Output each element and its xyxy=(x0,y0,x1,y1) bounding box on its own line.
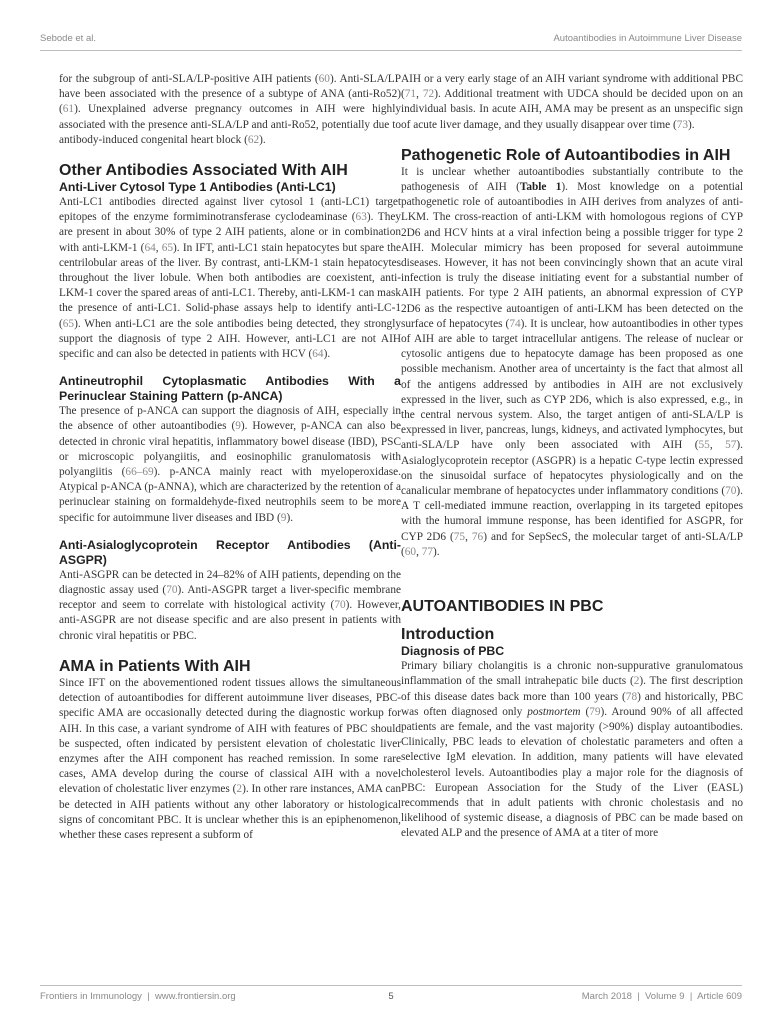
paragraph-anti-lc1: Anti-LC1 antibodies directed against liver cytosol 1 (anti-LC1) target epitopes of the enzyme formiminotransferase cyclodeaminase (63). They are present in about 30% of type 2 AIH patients, alone or in combination with anti-LKM-1 (64, 65). In IFT, anti-LC1 stain hepatocytes but spare the centrilobular areas of the liver. By contrast, anti-LKM-1 stain hepatocytes throughout the liver lobule. When both antibodies are coexistent, anti-LKM-1 cover the spared areas of anti-LC1. Thereby, anti-LKM-1 can mask the presence of anti-LC1. Solid-phase assays help to identify anti-LC-1 (65). When anti-LC1 are the sole antibodies being detected, they strongly support the diagnosis of type 2 AIH. However, anti-LC1 are not AIH specific and can also be detected in patients with HCV (64). xyxy=(59,196,402,361)
citation-link[interactable]: 77 xyxy=(421,545,434,558)
table-reference-link[interactable]: Table 1 xyxy=(519,181,562,194)
footer-date: March 2018 xyxy=(581,991,632,1002)
footer-journal: Frontiers in Immunology xyxy=(40,991,142,1002)
paragraph-slalp-continued: for the subgroup of anti-SLA/LP-positive AIH patients (60). Anti-SLA/LP have been associated with the presence of a subtype of ANA (anti-Ro52) (61). Unexplained adverse pregnancy outcomes in AIH were highly associated with the presence anti-SLA/LP and anti-Ro52, potentially due to antibody-induced congenital heart block (62). xyxy=(59,73,401,146)
footer-separator: | xyxy=(147,991,150,1002)
heading-pathogenetic-role: Pathogenetic Role of Autoantibodies in AIH xyxy=(401,146,731,164)
citation-link[interactable]: 55 xyxy=(698,439,710,452)
citation-link[interactable]: 63 xyxy=(355,211,367,224)
citation-link[interactable]: 60 xyxy=(404,545,417,558)
citation-link[interactable]: 79 xyxy=(589,705,601,718)
citation-link[interactable]: 70 xyxy=(166,584,178,597)
citation-link[interactable]: 76 xyxy=(471,530,484,543)
citation-link[interactable]: 2 xyxy=(633,675,640,688)
page-number: 5 xyxy=(388,991,394,1002)
footer-article: Article 609 xyxy=(697,991,742,1002)
paragraph-anti-asgpr: Anti-ASGPR can be detected in 24–82% of AIH patients, depending on the diagnostic assay used (70). Anti-ASGPR target a liver-specific membrane receptor and seem to correlate with histological activity (70). However, anti-ASGPR are not disease specific and are also present in patients with chronic viral hepatitis or PBC. xyxy=(59,568,401,642)
citation-link[interactable]: 2 xyxy=(236,783,243,796)
citation-link[interactable]: 75 xyxy=(453,530,466,543)
heading-autoantibodies-in-pbc: AUTOANTIBODIES IN PBC xyxy=(401,598,604,616)
citation-link[interactable]: 9 xyxy=(280,511,287,524)
citation-link[interactable]: 9 xyxy=(235,420,241,433)
citation-link[interactable]: 65 xyxy=(161,241,174,254)
citation-link[interactable]: 64 xyxy=(144,241,156,254)
footer-separator: | xyxy=(637,991,640,1002)
footer-separator: | xyxy=(689,991,693,1002)
citation-link[interactable]: 66–69 xyxy=(125,466,154,479)
citation-link[interactable]: 72 xyxy=(422,88,435,101)
heading-other-antibodies: Other Antibodies Associated With AIH xyxy=(59,162,348,180)
citation-link[interactable]: 57 xyxy=(725,439,737,452)
italic-term: postmortem xyxy=(527,705,581,718)
paragraph-p-anca: The presence of p-ANCA can support the diagnosis of AIH, especially in the absence of other autoantibodies (9). However, p-ANCA can also be detected in chronic viral hepatitis, inflammatory bowel disease (IBD), PSC or microscopic polyangiitis, and eosinophilic granulomatosis with polyangiitis (66–69). p-ANCA mainly react with myeloperoxidase. Atypical p-ANCA (p-ANNA), which are characterized by the retention of a perinuclear staining on formaldehyde-fixed neutrophils seem to be more specific for autoimmune liver diseases and IBD (9). xyxy=(59,405,401,524)
citation-link[interactable]: 71 xyxy=(404,88,417,101)
header-running-title: Autoantibodies in Autoimmune Liver Disease xyxy=(553,33,742,44)
right-column xyxy=(401,72,743,842)
citation-link[interactable]: 64 xyxy=(312,348,324,361)
paragraph-diagnosis-of-pbc: Primary biliary cholangitis is a chronic non-suppurative granulomatous inflammation of the small intrahepatic bile ducts (2). The first description of this disease dates back more than 100 years (78) and historically, PBC was often diagnosed only postmortem (79). Around 90% of all affected patients are female, and the vast majority (>90%) display autoantibodies. Clinically, PBC leads to elevation of cholestatic parameters and often a selective IgM elevation. In addition, many patients will have elevated cholesterol levels. Autoantibodies play a major role for the diagnosis of PBC: European Association for the Study of the Liver (EASL) recommends that in adult patients with chronic cholestasis and no likelihood of systemic disease, a diagnosis of PBC can be made based on elevated ALP and the presence of AMA at a titer of more xyxy=(401,660,744,840)
citation-link[interactable]: 61 xyxy=(62,103,75,116)
paragraph-ama-in-aih: Since IFT on the abovementioned rodent tissues allows the simultaneous detection of autoantibodies for different autoimmune liver diseases, PBC-specific AMA are occasionally detected during the diagnostic workup for AIH. In this case, a variant syndrome of AIH with features of PBC should be suspected, often indicated by persistent elevation of cholestatic liver enzymes after the AIH component has reached remission. In some rare cases, AMA develop during the course of classical AIH with a novel elevation of cholestatic liver enzymes (2). In other rare instances, AMA can be detected in AIH patients without any other laboratory or histological signs of concomitant PBC. It is unclear whether this is an epiphenomenon, whether these cases represent a subform of xyxy=(59,676,401,841)
citation-link[interactable]: 70 xyxy=(725,485,737,498)
heading-introduction: Introduction xyxy=(401,626,495,644)
subheading-anti-lc1: Anti-Liver Cytosol Type 1 Antibodies (Anti-LC1) xyxy=(59,180,336,195)
subheading-p-anca: Antineutrophil Cytoplasmatic Antibodies With a Perinuclear Staining Pattern (p-ANCA) xyxy=(59,374,401,404)
citation-link[interactable]: 70 xyxy=(334,599,346,612)
subheading-anti-asgpr: Anti-Asialoglycoprotein Receptor Antibodies (Anti-ASGPR) xyxy=(59,537,401,567)
paragraph-pathogenetic-role: It is unclear whether autoantibodies substantially contribute to the pathogenesis of AIH (Table 1). Most knowledge on a potential pathogenetic role of autoantibodies in AIH derives from analyzes of anti-LKM. The cross-reaction of anti-LKM with homologous regions of CYP 2D6 and HCV hints at a viral infection being a possible trigger for type 2 AIH. Molecular mimicry has been proposed for several autoimmune diseases. However, it has not been convincingly shown that an acute viral infection is truly the disease initiating event for a substantial number of AIH patients. For type 2 AIH patients, an abnormal expression of CYP 2D6 as the respective autoantigen of anti-LKM has been detected on the surface of hepatocytes (74). It is unclear, how autoantibodies in other types of AIH are able to target intracellular antigens. The release of nuclear or cytosolic antigens due to hepatocyte damage has been proposed as one possible mechanism. Another area of uncertainty is the fact that almost all of the antigens addressed by antibodies in AIH are not exclusively expressed in the liver, such as CYP 2D6, which is also expressed, e.g., in the central nervous system. Also, the target antigen of anti-SLA/LP is expressed in liver, pancreas, lungs, kidneys, and activated lymphocytes, but anti-SLA/LP have only been associated with AIH (55, 57). Asialoglycoprotein receptor (ASGPR) is a hepatic C-type lectin expressed on the sinusoidal surface of hepatocytes physiologically and on the canalicular membrane of hepatocyctes under inflammatory conditions (70). A T cell-mediated immune reaction, overlapping in its targeted epitopes with the humoral immune response, has been identified for ASGPR, for CYP 2D6 (75, 76) and for SepSecS, the molecular target of anti-SLA/LP (60, 77). xyxy=(401,165,743,558)
footer-website-link[interactable]: www.frontiersin.org xyxy=(154,991,236,1002)
footer-issue-info xyxy=(582,991,742,1002)
left-column xyxy=(59,72,401,843)
citation-link[interactable]: 74 xyxy=(509,317,521,330)
running-header xyxy=(40,30,742,51)
citation-link[interactable]: 73 xyxy=(676,118,689,131)
paragraph-ama-continued: AIH or a very early stage of an AIH variant syndrome with additional PBC (71, 72). Additional treatment with UDCA should be decided upon on an individual basis. In acute AIH, AMA may be present as an unspecific sign of acute liver damage, and they usually disappear over time (73). xyxy=(401,73,743,131)
citation-link[interactable]: 65 xyxy=(62,317,75,330)
citation-link[interactable]: 60 xyxy=(318,73,330,85)
page-footer xyxy=(40,985,742,1006)
footer-volume: Volume 9 xyxy=(644,991,685,1002)
subheading-diagnosis-of-pbc: Diagnosis of PBC xyxy=(401,644,505,659)
header-authors: Sebode et al. xyxy=(40,33,96,44)
citation-link[interactable]: 62 xyxy=(247,133,260,146)
heading-ama-in-aih: AMA in Patients With AIH xyxy=(59,657,251,675)
citation-link[interactable]: 78 xyxy=(625,690,638,703)
